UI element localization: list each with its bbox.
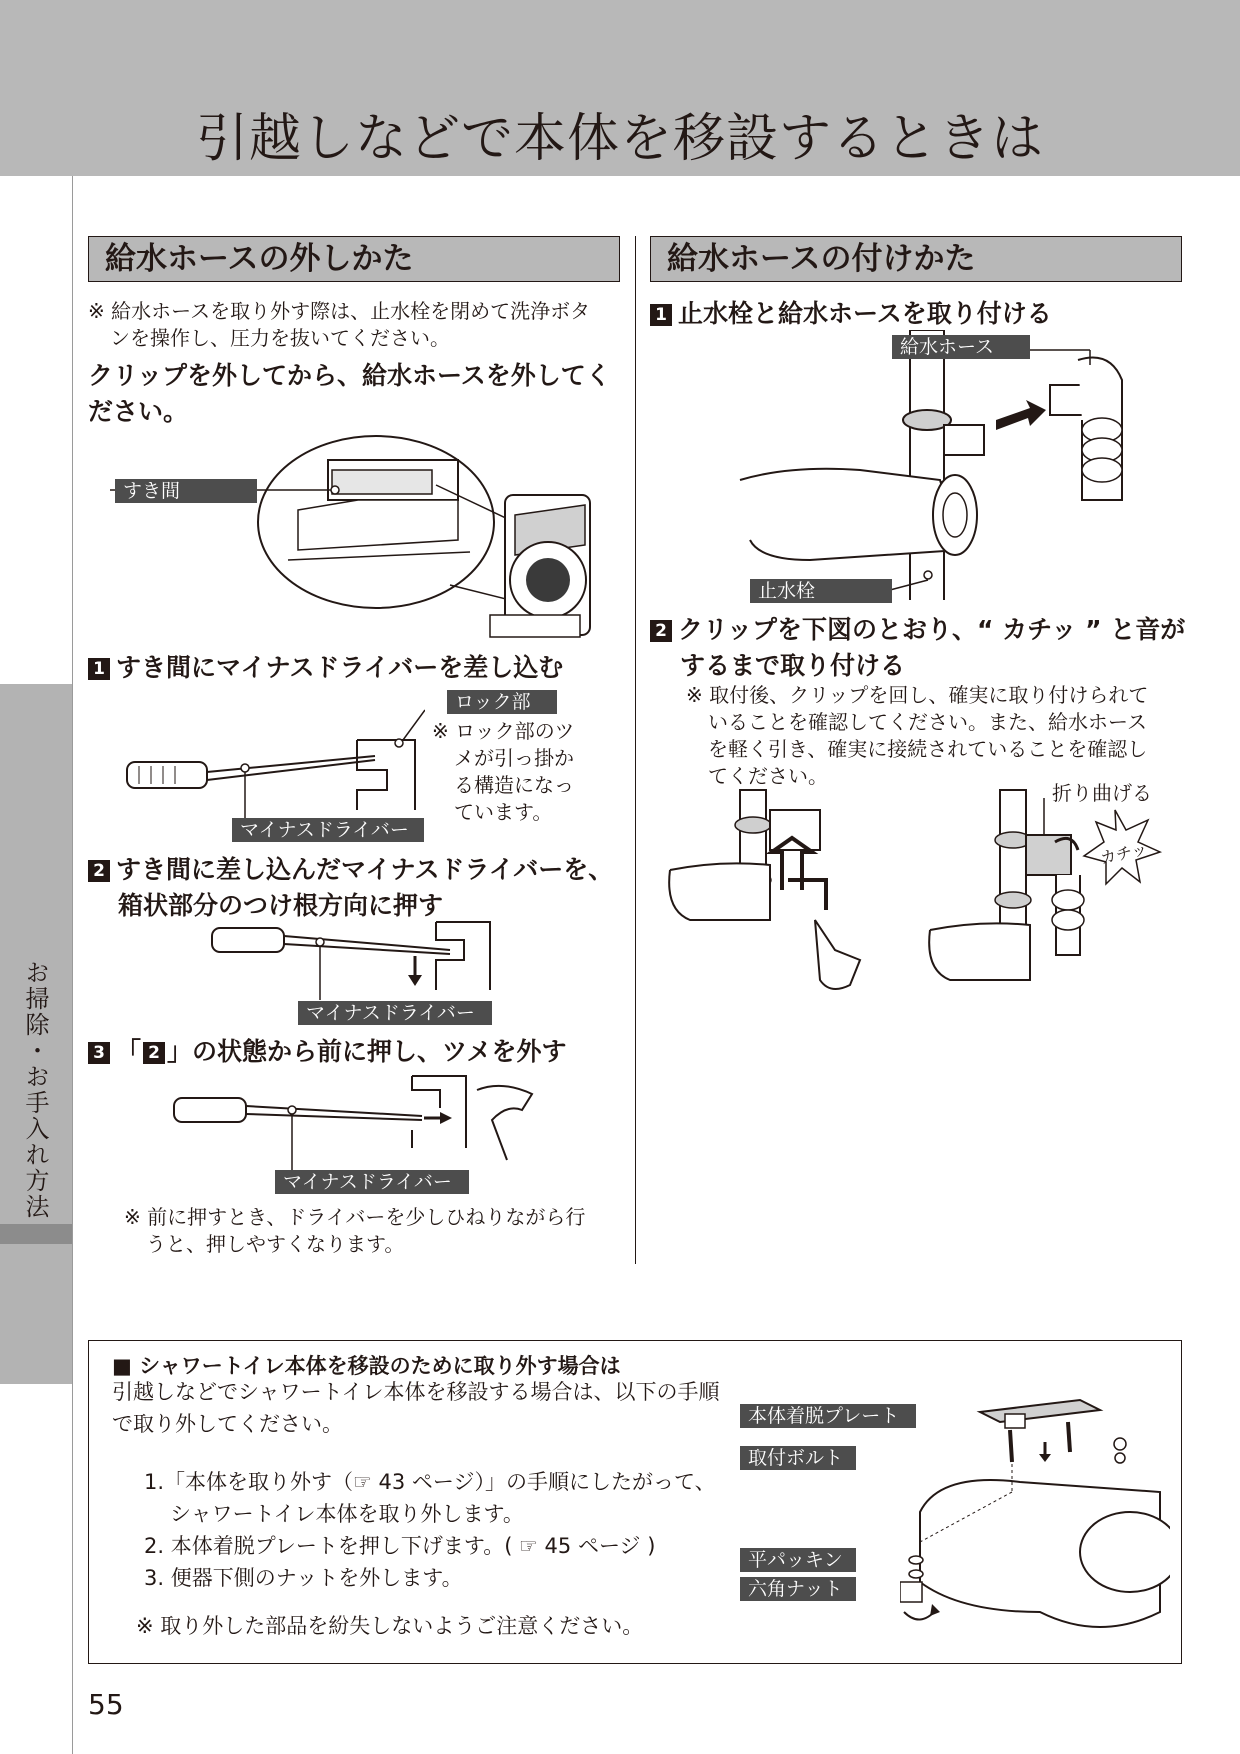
label-bolt: 取付ボルト — [740, 1446, 856, 1470]
step-text: クリップを下図のとおり、“ カチッ ” と音が — [678, 615, 1186, 644]
intro-line: で取り外してください。 — [112, 1412, 343, 1436]
driver-push-illustration — [210, 920, 500, 1000]
label-click-sound: カチッ — [1098, 839, 1149, 868]
label-lock: ロック部 — [447, 690, 557, 714]
note-line: うと、押しやすくなります。 — [146, 1232, 405, 1256]
label-bend: 折り曲げる — [1052, 781, 1152, 805]
label-driver: マイナスドライバー — [275, 1170, 469, 1194]
left-lead-instruction — [88, 358, 628, 430]
left-section-heading: 給水ホースの外しかた — [88, 236, 620, 282]
note-line: ※ ロック部のツ — [432, 719, 575, 743]
left-caution-note — [88, 298, 628, 352]
label-nut: 六角ナット — [740, 1577, 856, 1601]
right-step-1 — [650, 296, 1190, 332]
box-intro — [112, 1376, 732, 1440]
label-hose: 給水ホース — [892, 335, 1030, 359]
step-text: 箱状部分のつけ根方向に押す — [118, 891, 444, 920]
note-line: ※ 前に押すとき、ドライバーを少しひねりながら行 — [124, 1205, 586, 1229]
page-header-band — [0, 0, 1240, 176]
driver-release-illustration — [172, 1070, 542, 1170]
intro-line: 引越しなどでシャワートイレ本体を移設する場合は、以下の手順 — [112, 1380, 720, 1404]
step-number-badge: 1 — [650, 304, 672, 326]
left-step-2 — [88, 852, 648, 924]
note-line: メが引っ掛か — [454, 746, 574, 770]
note-line: てください。 — [708, 764, 828, 788]
step-text: すき間に差し込んだマイナスドライバーを、 — [116, 855, 614, 884]
page-title: 引越しなどで本体を移設するときは — [195, 109, 1044, 169]
step-text: 」の状態から前に押し、ツメを外す — [167, 1037, 567, 1066]
page-number: 55 — [88, 1688, 124, 1721]
step-number-badge: 2 — [650, 620, 672, 642]
note-line: いることを確認してください。また、給水ホース — [708, 710, 1147, 734]
label-driver: マイナスドライバー — [298, 1001, 492, 1025]
box-steps — [144, 1466, 734, 1594]
step-text: すき間にマイナスドライバーを差し込む — [116, 653, 564, 682]
step-ref-badge: 2 — [143, 1042, 165, 1064]
left-margin-rule — [72, 176, 73, 1754]
list-item: シャワートイレ本体を取り外します。 — [170, 1502, 524, 1526]
list-item: 1.「本体を取り外す（☞ 43 ページ）」の手順にしたがって、 — [144, 1470, 716, 1494]
step-number-badge: 1 — [88, 658, 110, 680]
lock-note — [432, 718, 602, 826]
list-item: 2. 本体着脱プレートを押し下げます。( ☞ 45 ページ ) — [144, 1534, 656, 1558]
attach-note — [686, 682, 1186, 790]
column-divider — [635, 236, 636, 1264]
lead-line: ださい。 — [88, 397, 189, 426]
label-valve: 止水栓 — [750, 579, 892, 603]
note-line: を軽く引き、確実に接続されていることを確認し — [708, 737, 1148, 761]
right-step-2 — [650, 612, 1210, 684]
label-packing: 平パッキン — [740, 1548, 856, 1572]
toilet-mount-illustration — [900, 1392, 1170, 1652]
clip-attach-illustration — [660, 780, 1180, 1000]
right-section-heading: 給水ホースの付けかた — [650, 236, 1182, 282]
lead-line: クリップを外してから、給水ホースを外してく — [88, 361, 611, 390]
step-number-badge: 2 — [88, 860, 110, 882]
box-title: ■ シャワートイレ本体を移設のために取り外す場合は — [112, 1354, 621, 1378]
step-text: 「 — [116, 1037, 142, 1066]
driver-insert-illustration — [125, 700, 425, 820]
left-step-3 — [88, 1034, 648, 1070]
step-text: するまで取り付ける — [680, 651, 906, 680]
label-gap: すき間 — [115, 479, 257, 503]
left-step-1 — [88, 650, 628, 686]
side-tab-label: お掃除・お手入れ方法 — [21, 960, 49, 1220]
label-driver: マイナスドライバー — [232, 818, 424, 842]
side-tab-marker — [0, 1224, 72, 1244]
note-line: ンを操作し、圧力を抜いてください。 — [110, 326, 450, 350]
label-plate: 本体着脱プレート — [740, 1404, 916, 1428]
note-line: ※ 取付後、クリップを回し、確実に取り付けられて — [686, 683, 1149, 707]
clip-gap-illustration — [110, 430, 610, 650]
step-text: 止水栓と給水ホースを取り付ける — [678, 299, 1052, 328]
note-line: ※ 給水ホースを取り外す際は、止水栓を閉めて洗浄ボタ — [88, 299, 591, 323]
step-number-badge: 3 — [88, 1042, 110, 1064]
note-line: る構造になっ — [454, 773, 574, 797]
valve-hose-illustration — [730, 330, 1130, 600]
box-note: ※ 取り外した部品を紛失しないようご注意ください。 — [136, 1614, 644, 1638]
note-line: ています。 — [454, 800, 553, 824]
push-note — [124, 1204, 644, 1258]
list-item: 3. 便器下側のナットを外します。 — [144, 1566, 463, 1590]
